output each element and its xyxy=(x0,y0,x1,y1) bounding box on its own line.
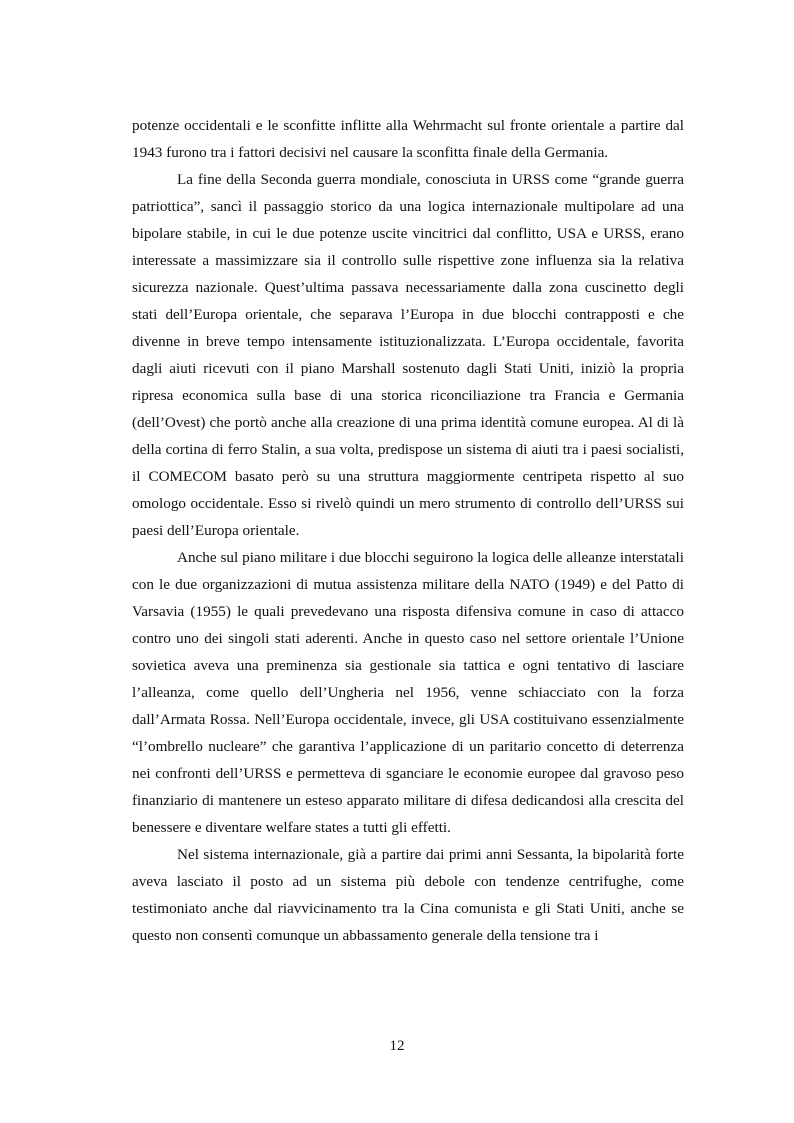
body-text xyxy=(132,112,684,949)
paragraph-3: Anche sul piano militare i due blocchi seguirono la logica delle alleanze interstatali con le due organizzazioni di mutua assistenza militare della NATO (1949) e del Patto di Varsavia (1955) le quali prevedevano una risposta difensiva comune in caso di attacco contro uno dei singoli stati aderenti. Anche in questo caso nel settore orientale l’Unione sovietica aveva una preminenza sia gestionale sia tattica e ogni tentativo di lasciare l’alleanza, come quello dell’Ungheria nel 1956, venne schiacciato con la forza dall’Armata Rossa. Nell’Europa occidentale, invece, gli USA costituivano essenzialmente “l’ombrello nucleare” che garantiva l’applicazione di un paritario concetto di deterrenza nei confronti dell’URSS e permetteva di sganciare le economie europee dal gravoso peso finanziario di mantenere un esteso apparato militare di difesa dedicandosi alla crescita del benessere e diventare welfare states a tutti gli effetti. xyxy=(132,549,684,836)
paragraph-1: potenze occidentali e le sconfitte inflitte alla Wehrmacht sul fronte orientale a partire dal 1943 furono tra i fattori decisivi nel causare la sconfitta finale della Germania. xyxy=(132,117,684,161)
paragraph-2: La fine della Seconda guerra mondiale, conosciuta in URSS come “grande guerra patriottica”, sancì il passaggio storico da una logica internazionale multipolare ad una bipolare stabile, in cui le due potenze uscite vincitrici dal conflitto, USA e URSS, erano interessate a massimizzare sia il controllo sulle rispettive zone influenza sia la relativa sicurezza nazionale. Quest’ultima passava necessariamente dalla zona cuscinetto degli stati dell’Europa orientale, che separava l’Europa in due blocchi contrapposti e che divenne in breve tempo intensamente istituzionalizzata. L’Europa occidentale, favorita dagli aiuti ricevuti con il piano Marshall sostenuto dagli Stati Uniti, iniziò la propria ripresa economica sulla base di una storica riconciliazione tra Francia e Germania (dell’Ovest) che portò anche alla creazione di una prima identità comune europea. Al di là della cortina di ferro Stalin, a sua volta, predispose un sistema di aiuti tra i paesi socialisti, il COMECOM basato però su una struttura maggiormente centripeta rispetto al suo omologo occidentale. Esso si rivelò quindi un mero strumento di controllo dell’URSS sui paesi dell’Europa orientale. xyxy=(132,171,684,539)
paragraph-4: Nel sistema internazionale, già a partire dai primi anni Sessanta, la bipolarità forte aveva lasciato il posto ad un sistema più debole con tendenze centrifughe, come testimoniato anche dal riavvicinamento tra la Cina comunista e gli Stati Uniti, anche se questo non consentì comunque un abbassamento generale della tensione tra i xyxy=(132,846,684,944)
page-number: 12 xyxy=(389,1038,405,1054)
